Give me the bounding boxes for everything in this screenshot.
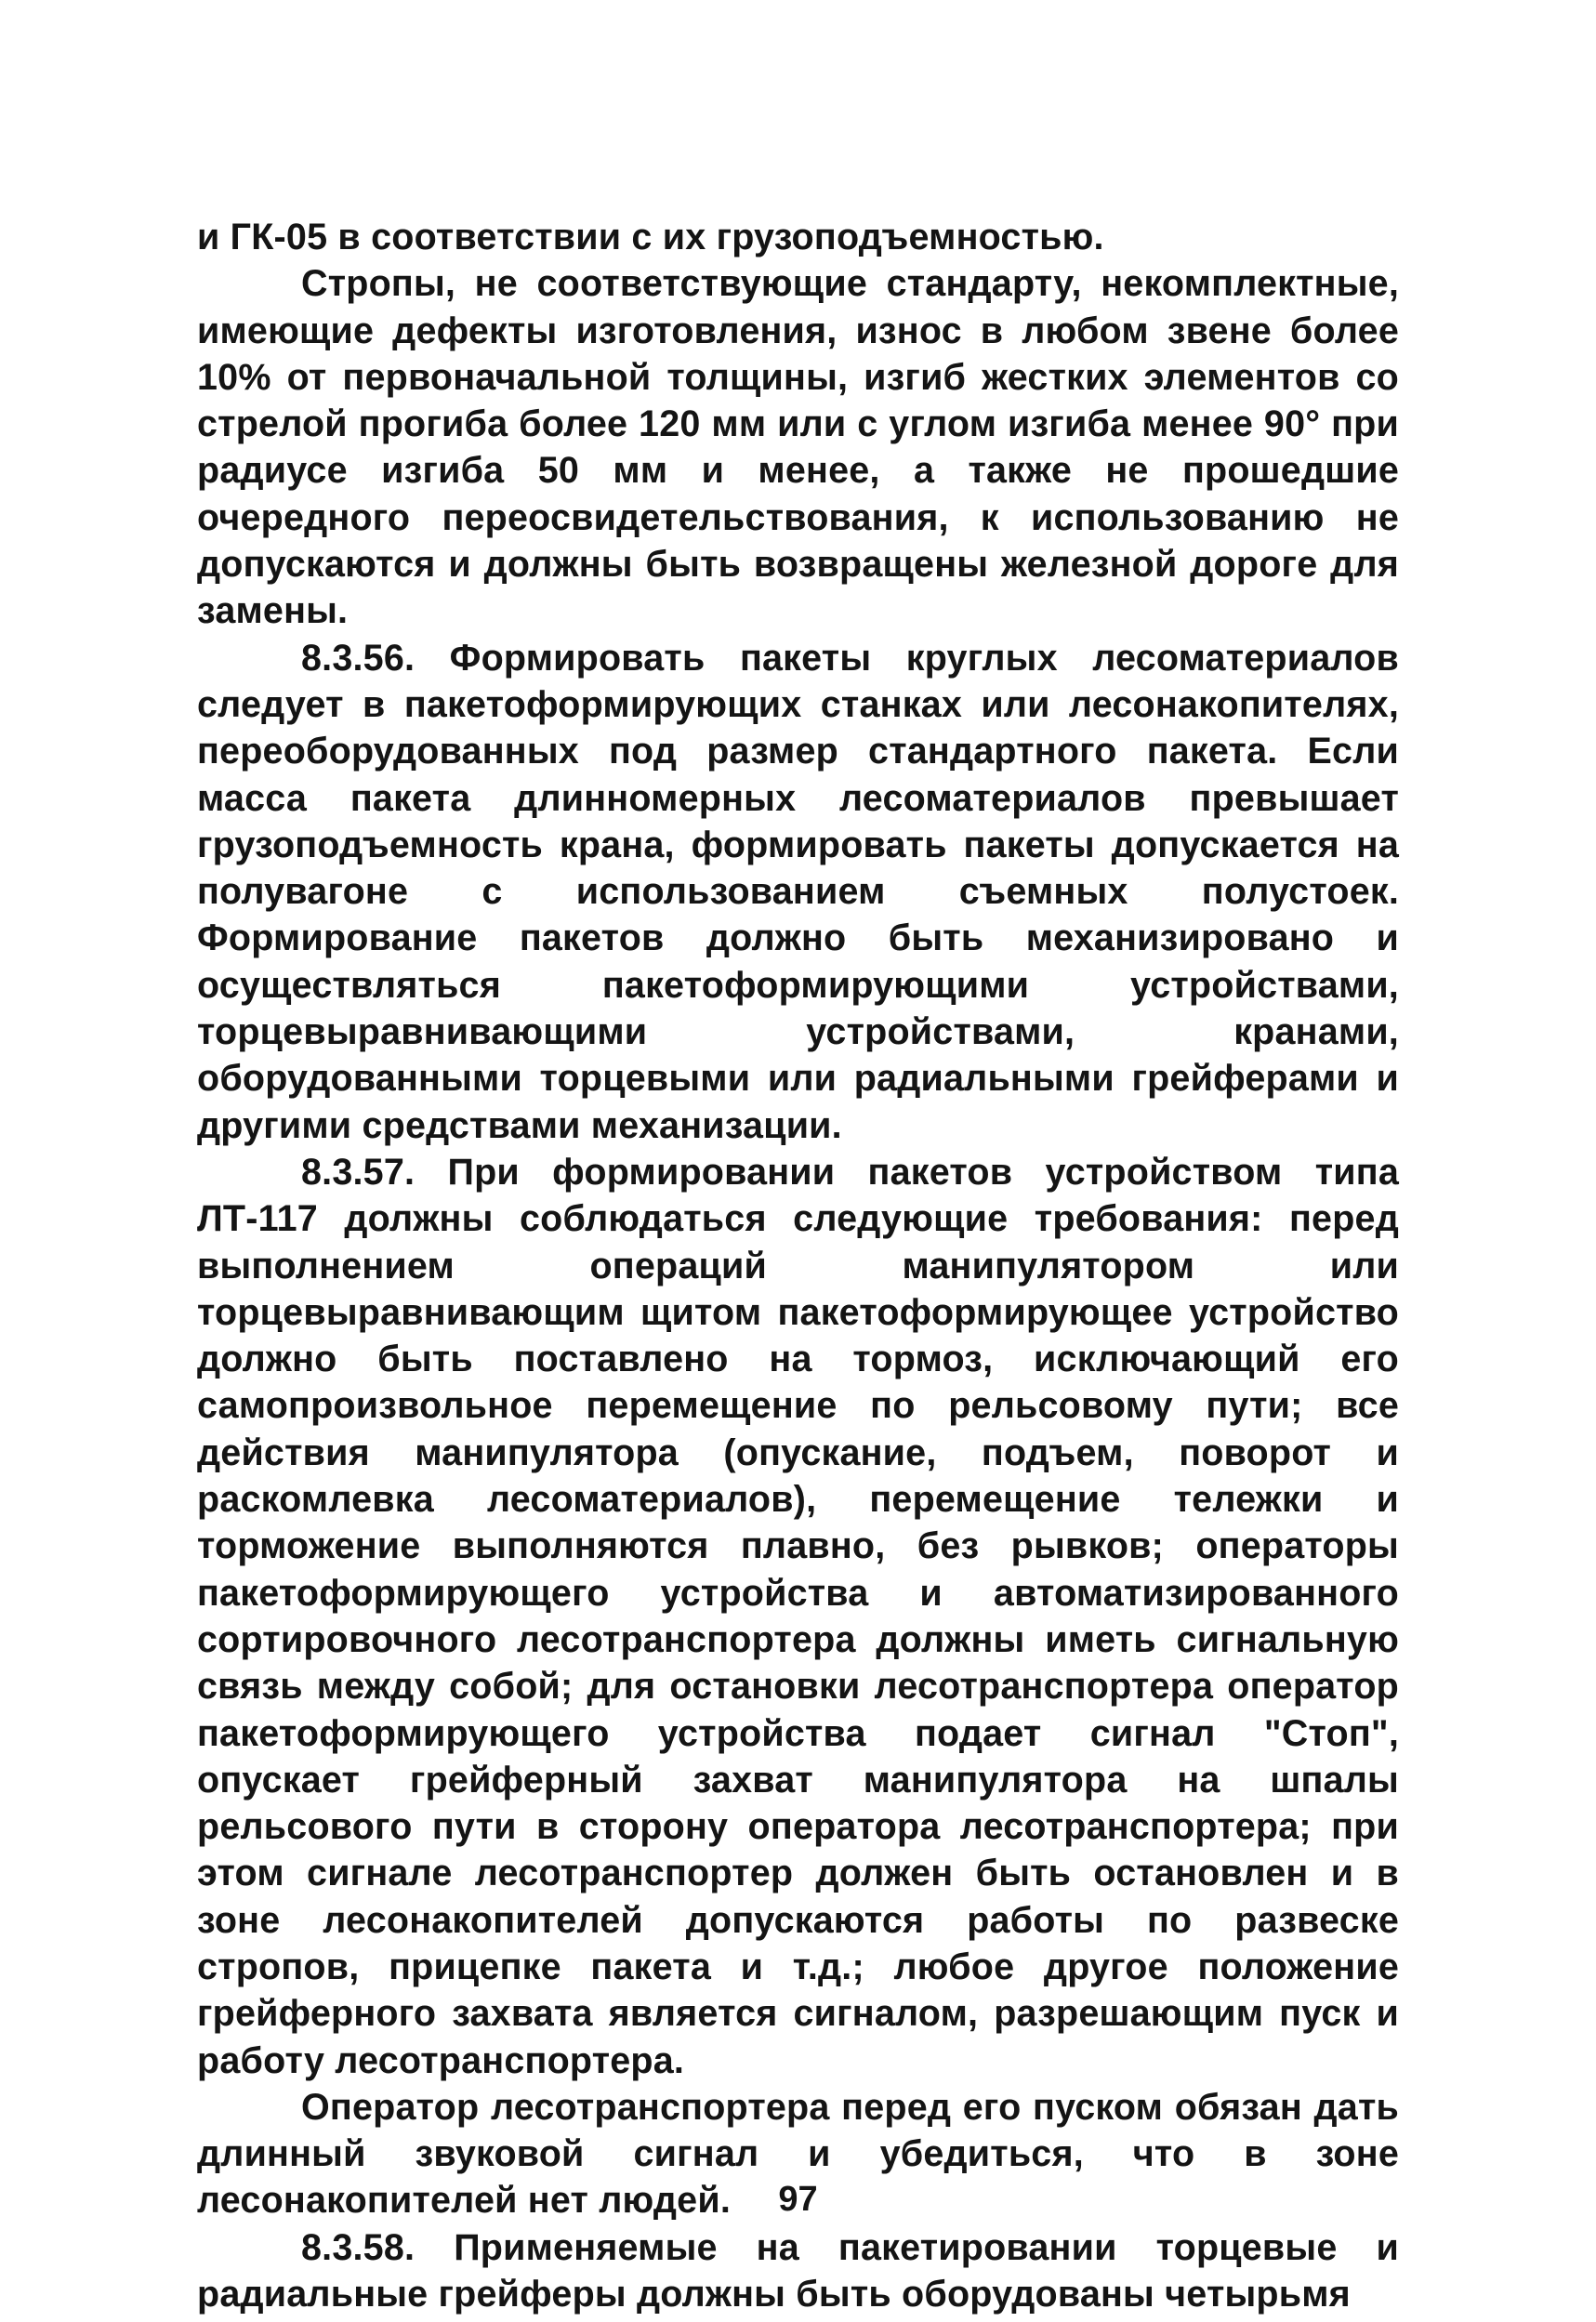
paragraph-8-3-58: 8.3.58. Применяемые на пакетировании торцевые и радиальные грейферы должны быть оборудованы четырьмя bbox=[197, 2226, 1399, 2315]
paragraph-continuation: и ГК-05 в соответствии с их грузоподъемностью. bbox=[197, 217, 1104, 257]
paragraph-operator: Оператор лесотранспортера перед его пуском обязан дать длинный звуковой сигнал и убедиться, что в зоне лесонакопителей нет людей. bbox=[197, 2086, 1399, 2222]
paragraph-8-3-56: 8.3.56. Формировать пакеты круглых лесоматериалов следует в пакетоформирующих станках или лесонакопителях, переоборудованных под размер стандартного пакета. Если масса пакета длинномерных лесоматериалов превышает грузоподъемность крана, формировать пакеты допускается на полувагоне с использованием съемных полустоек. Формирование пакетов должно быть механизировано и осуществляться пакетоформирующими устройствами, торцевыравнивающими устройствами, кранами, оборудованными торцевыми или радиальными грейферами и другими средствами механизации. bbox=[197, 637, 1399, 1146]
paragraph-slings: Стропы, не соответствующие стандарту, некомплектные, имеющие дефекты изготовления, износ в любом звене более 10% от первоначальной толщины, изгиб жестких элементов со стрелой прогиба более 120 мм или с углом изгиба менее 90° при радиусе изгиба 50 мм и менее, а также не прошедшие очередного переосвидетельствования, к использованию не допускаются и должны быть возвращены железной дороге для замены. bbox=[197, 263, 1399, 632]
paragraph-8-3-57: 8.3.57. При формировании пакетов устройством типа ЛТ-117 должны соблюдаться следующие требования: перед выполнением операций манипулятором или торцевыравнивающим щитом пакетоформирующее устройство должно быть поставлено на тормоз, исключающий его самопроизвольное перемещение по рельсовому пути; все действия манипулятора (опускание, подъем, поворот и раскомлевка лесоматериалов), перемещение тележки и торможение выполняются плавно, без рывков; операторы пакетоформирующего устройства и автоматизированного сортировочного лесотранспортера должны иметь сигнальную связь между собой; для остановки лесотранспортера оператор пакетоформирующего устройства подает сигнал "Стоп", опускает грейферный захват манипулятора на шпалы рельсового пути в сторону оператора лесотранспортера; при этом сигнале лесотранспортер должен быть остановлен и в зоне лесонакопителей допускаются работы по развеске стропов, прицепке пакета и т.д.; любое другое положение грейферного захвата является сигналом, разрешающим пуск и работу лесотранспортера. bbox=[197, 1151, 1399, 2081]
body-text bbox=[197, 214, 1399, 2317]
page-number: 97 bbox=[778, 2180, 818, 2219]
